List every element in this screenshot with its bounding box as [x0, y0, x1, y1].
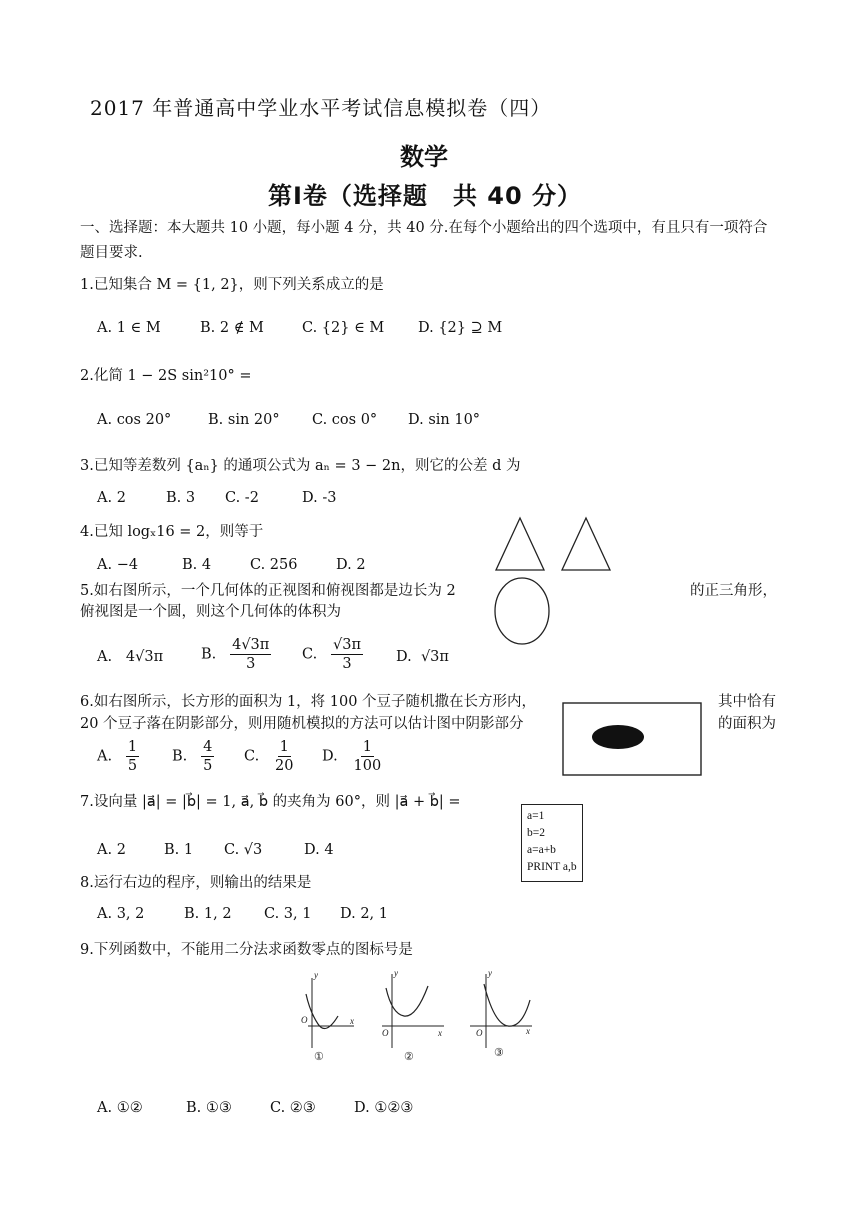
function-graphs: [288, 966, 538, 1070]
q3-option-b: B. 3: [166, 490, 196, 506]
q5-option-b-denominator: 3: [246, 656, 256, 672]
instructions-line-2: 题目要求.: [80, 245, 143, 261]
q9-option-c: C. ②③: [270, 1100, 316, 1116]
q5-option-c-numerator: √3π: [333, 637, 362, 653]
graph-1-x-label: x: [350, 1016, 354, 1026]
q6-option-b-letter: B.: [172, 748, 188, 765]
exam-title: 2017 年普通高中学业水平考试信息模拟卷（四）: [90, 96, 552, 120]
top-view-circle: [495, 578, 549, 644]
graph-3: [470, 968, 532, 1059]
program-line-3: a=a+b: [527, 844, 556, 856]
q5-three-view-figure: [482, 508, 614, 658]
q7-option-c: C. √3: [224, 842, 263, 858]
q7-option-d: D. 4: [304, 842, 334, 858]
q6-rectangle-figure: [556, 692, 706, 780]
front-view-triangle: [496, 518, 544, 570]
graph-1-origin: O: [301, 1015, 308, 1025]
question-2-stem: 2.化简 1 − 2S sin²10° =: [80, 368, 252, 384]
q2-option-c: C. cos 0°: [312, 412, 378, 428]
q8-option-c: C. 3, 1: [264, 906, 312, 922]
q6-option-b: [172, 738, 214, 775]
q5-option-b-letter: B.: [201, 646, 217, 663]
question-8-stem: 8.运行右边的程序，则输出的结果是: [80, 875, 312, 891]
q1-option-d: D. {2} ⊇ M: [418, 320, 503, 336]
q7-option-a: A. 2: [97, 842, 126, 858]
q5-option-c-denominator: 3: [342, 656, 352, 672]
q6-option-d-numerator: 1: [362, 739, 372, 755]
q8-option-a: A. 3, 2: [97, 906, 145, 922]
graph-2-y-label: y: [394, 968, 398, 978]
q2-option-b: B. sin 20°: [208, 412, 280, 428]
graph-3-curve: [484, 984, 530, 1026]
q2-option-d: D. sin 10°: [408, 412, 481, 428]
q6-option-d-denominator: 100: [353, 758, 382, 774]
question-5-stem-left: 5.如右图所示，一个几何体的正视图和俯视图都是边长为 2: [80, 583, 456, 599]
q6-option-c-fraction: [273, 738, 295, 775]
q6-option-a-denominator: 5: [127, 758, 138, 774]
subject-title: 数学: [400, 143, 448, 171]
question-6-stem-right: 其中恰有: [718, 694, 776, 710]
q3-option-a: A. 2: [97, 490, 126, 506]
question-6-stem-line-2-left: 20 个豆子落在阴影部分，则用随机模拟的方法可以估计图中阴影部分: [80, 716, 524, 732]
q1-option-b: B. 2 ∉ M: [200, 320, 264, 336]
q4-option-a: A. −4: [97, 557, 139, 573]
q5-option-a-letter: A.: [97, 649, 113, 665]
program-line-2: b=2: [527, 827, 545, 839]
program-line-4: PRINT a,b: [527, 861, 577, 873]
q5-option-a-value: 4√3π: [125, 649, 164, 665]
instructions-line-1: 一、选择题：本大题共 10 小题，每小题 4 分，共 40 分.在每个小题给出的四个选项中，有且只有一项符合: [80, 220, 768, 236]
q9-option-b: B. ①③: [186, 1100, 232, 1116]
q5-option-d: [396, 649, 449, 665]
question-6-stem-line-2-right: 的面积为: [718, 716, 776, 732]
q4-option-b: B. 4: [182, 557, 212, 573]
q2-option-a: A. cos 20°: [97, 412, 172, 428]
q5-option-c: [302, 636, 363, 673]
q9-option-d: D. ①②③: [354, 1100, 414, 1116]
q5-option-c-fraction: [331, 636, 363, 673]
graph-1-y-label: y: [314, 970, 318, 980]
question-3-stem: 3.已知等差数列 {aₙ} 的通项公式为 aₙ = 3 − 2n，则它的公差 d 为: [80, 458, 521, 474]
q7-option-b: B. 1: [164, 842, 194, 858]
q6-option-c: [244, 738, 295, 775]
rectangle-with-shadow: [556, 692, 706, 780]
q6-option-d: [322, 738, 383, 775]
q8-option-b: B. 1, 2: [184, 906, 232, 922]
q6-option-a: [97, 738, 139, 775]
program-box: [521, 804, 583, 882]
q3-option-d: D. -3: [302, 490, 337, 506]
q9-graphs: [288, 966, 538, 1070]
graph-1-label: ①: [314, 1051, 324, 1063]
q1-option-a: A. 1 ∈ M: [97, 320, 161, 336]
side-view-triangle: [562, 518, 610, 570]
q1-option-c: C. {2} ∈ M: [302, 320, 385, 336]
graph-2: [382, 968, 444, 1063]
q6-option-a-numerator: 1: [127, 739, 138, 755]
shaded-region: [592, 725, 644, 749]
q5-option-d-letter: D.: [396, 649, 412, 665]
section-title: 第Ⅰ卷（选择题 共 40 分）: [268, 182, 583, 210]
graph-3-x-label: x: [526, 1026, 530, 1036]
graph-2-label: ②: [404, 1051, 414, 1063]
question-6-stem-left: 6.如右图所示，长方形的面积为 1，将 100 个豆子随机撒在长方形内，: [80, 694, 537, 710]
graph-3-y-label: y: [488, 968, 492, 978]
q5-option-c-letter: C.: [302, 646, 318, 663]
graph-2-origin: O: [382, 1028, 389, 1038]
graph-3-label: ③: [494, 1047, 504, 1059]
q6-option-a-fraction: [126, 738, 139, 775]
three-view-drawing: [482, 508, 614, 658]
q5-option-b: [201, 636, 271, 673]
q5-option-b-fraction: [230, 636, 271, 673]
graph-2-x-label: x: [438, 1028, 442, 1038]
q5-option-b-numerator: 4√3π: [232, 637, 270, 653]
q5-option-a: [97, 649, 163, 665]
q6-option-d-letter: D.: [322, 748, 338, 765]
graph-3-origin: O: [476, 1028, 483, 1038]
q4-option-c: C. 256: [250, 557, 298, 573]
q5-option-d-value: √3π: [420, 649, 449, 665]
program-line-1: a=1: [527, 810, 545, 822]
graph-1-curve: [306, 994, 338, 1029]
question-4-stem: 4.已知 logₓ16 = 2，则等于: [80, 524, 264, 540]
question-9-stem: 9.下列函数中，不能用二分法求函数零点的图标号是: [80, 942, 413, 958]
question-5-stem-line-2: 俯视图是一个圆，则这个几何体的体积为: [80, 604, 341, 620]
q4-option-d: D. 2: [336, 557, 366, 573]
question-5-stem-right: 的正三角形，: [690, 583, 777, 599]
question-1-stem: 1.已知集合 M = {1, 2}，则下列关系成立的是: [80, 277, 384, 293]
q9-option-a: A. ①②: [97, 1100, 143, 1116]
q6-option-c-denominator: 20: [275, 758, 294, 774]
q6-option-d-fraction: [352, 738, 384, 775]
question-7-stem: 7.设向量 |a⃗| = |b⃗| = 1, a⃗, b⃗ 的夹角为 60°，则 |a⃗ + b⃗| =: [80, 794, 461, 810]
q6-option-c-numerator: 1: [279, 739, 289, 755]
graph-1: [301, 970, 354, 1063]
q6-option-b-denominator: 5: [203, 758, 213, 774]
q6-option-b-fraction: [201, 738, 214, 775]
q6-option-b-numerator: 4: [203, 739, 213, 755]
q3-option-c: C. -2: [225, 490, 259, 506]
q6-option-a-letter: A.: [97, 748, 113, 765]
q6-option-c-letter: C.: [244, 748, 260, 765]
q8-option-d: D. 2, 1: [340, 906, 388, 922]
